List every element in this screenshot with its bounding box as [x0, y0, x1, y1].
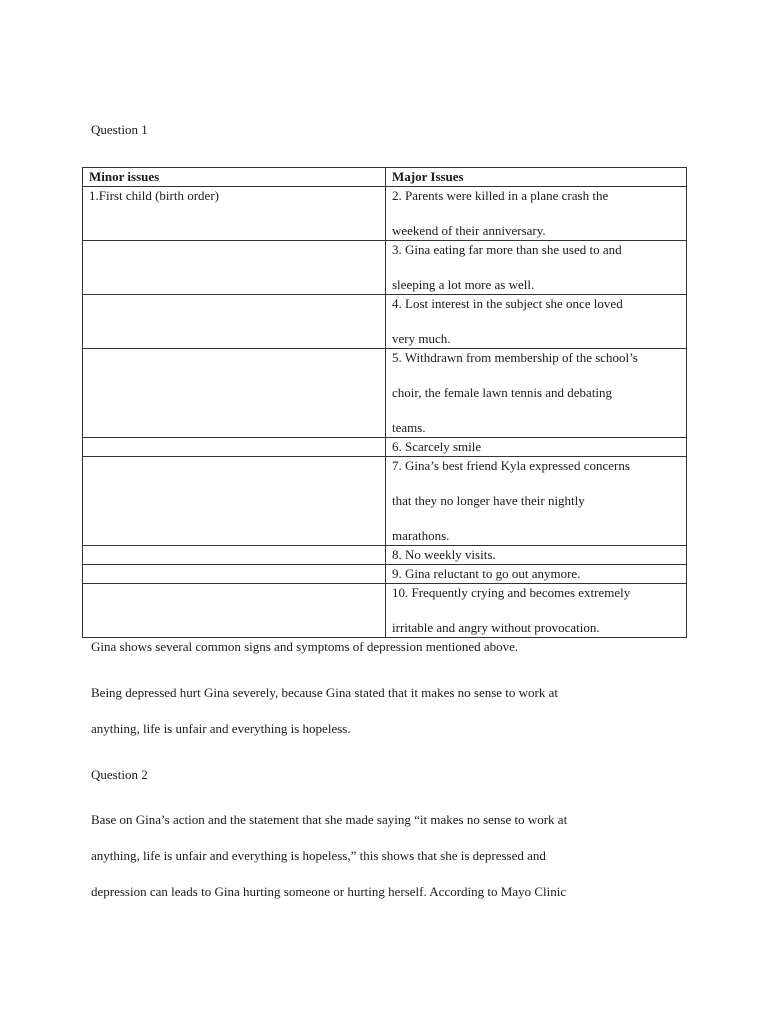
minor-issue-cell: [83, 438, 386, 457]
q2-paragraph-line-2: anything, life is unfair and everything is hopeless,” this shows that she is depressed and: [91, 848, 546, 863]
minor-issue-cell: [83, 457, 386, 546]
table-row: [83, 438, 687, 457]
hurt-paragraph-line-1: Being depressed hurt Gina severely, because Gina stated that it makes no sense to work at: [91, 685, 559, 700]
table-row: [83, 187, 687, 241]
table-row: [83, 349, 687, 438]
table-header-row: [83, 168, 687, 187]
q2-paragraph-line-3: depression can leads to Gina hurting someone or hurting herself. According to Mayo Clinic: [91, 884, 567, 899]
table-row: [83, 565, 687, 584]
major-issue-text: 8. No weekly visits.: [392, 547, 496, 562]
table-row: [83, 457, 687, 546]
question-1-heading: Question 1: [91, 122, 148, 137]
minor-issue-cell: [83, 187, 386, 241]
hurt-paragraph-line-2: anything, life is unfair and everything is hopeless.: [91, 721, 351, 736]
major-issue-cell: [386, 457, 687, 546]
major-issue-text: 5. Withdrawn from membership of the school’s: [392, 350, 638, 365]
major-issue-text: sleeping a lot more as well.: [392, 277, 535, 292]
major-issue-cell: [386, 295, 687, 349]
major-issue-cell: [386, 349, 687, 438]
issues-table-body: [83, 187, 687, 638]
table-row: [83, 546, 687, 565]
major-issue-cell: [386, 438, 687, 457]
major-issue-text: weekend of their anniversary.: [392, 223, 546, 238]
major-issue-text: 6. Scarcely smile: [392, 439, 482, 454]
major-issue-text: very much.: [392, 331, 451, 346]
major-issue-text: 9. Gina reluctant to go out anymore.: [392, 566, 581, 581]
major-issue-text: marathons.: [392, 528, 450, 543]
signs-paragraph: Gina shows several common signs and symptoms of depression mentioned above.: [91, 639, 519, 654]
minor-issue-cell: [83, 349, 386, 438]
minor-issue-cell: [83, 546, 386, 565]
major-issue-cell: [386, 546, 687, 565]
major-issue-text: 7. Gina’s best friend Kyla expressed concerns: [392, 458, 630, 473]
major-issue-cell: [386, 187, 687, 241]
major-issue-text: 4. Lost interest in the subject she once loved: [392, 296, 623, 311]
minor-issue-cell: [83, 295, 386, 349]
table-row: [83, 584, 687, 638]
major-issue-text: 2. Parents were killed in a plane crash the: [392, 188, 609, 203]
major-issue-cell: [386, 584, 687, 638]
major-issue-text: teams.: [392, 420, 426, 435]
minor-issue-cell: [83, 565, 386, 584]
table-row: [83, 241, 687, 295]
major-issue-text: that they no longer have their nightly: [392, 493, 585, 508]
major-issue-text: irritable and angry without provocation.: [392, 620, 600, 635]
question-2-heading: Question 2: [91, 767, 148, 782]
major-issues-header: Major Issues: [386, 168, 687, 187]
issues-table: [82, 167, 687, 638]
major-issue-cell: [386, 241, 687, 295]
minor-issue-cell: [83, 584, 386, 638]
major-issue-text: 10. Frequently crying and becomes extremely: [392, 585, 631, 600]
minor-issues-header: Minor issues: [83, 168, 386, 187]
minor-issue-text: 1.First child (birth order): [89, 188, 219, 203]
major-issue-text: choir, the female lawn tennis and debating: [392, 385, 613, 400]
major-issue-cell: [386, 565, 687, 584]
major-issue-text: 3. Gina eating far more than she used to and: [392, 242, 622, 257]
q2-paragraph-line-1: Base on Gina’s action and the statement that she made saying “it makes no sense to work at: [91, 812, 568, 827]
table-row: [83, 295, 687, 349]
minor-issue-cell: [83, 241, 386, 295]
